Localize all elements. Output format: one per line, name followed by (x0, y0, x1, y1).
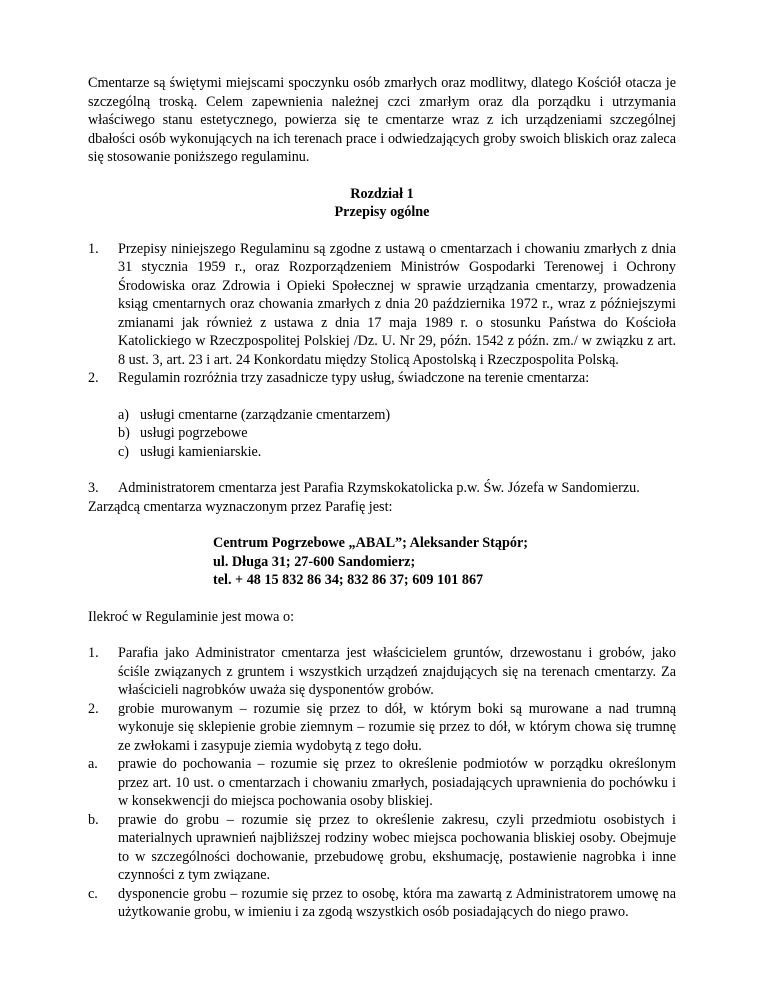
list-item-text: usługi pogrzebowe (140, 425, 248, 441)
list-item-text: Parafia jako Administrator cmentarza jest właścicielem gruntów, drzewostanu i grobów, jako ściśle związanych z gruntem i wszystkich urządzeń znajdujących się na terenach cmentarzy. Za właścicieli nagrobków uważa się dysponentów grobów. (118, 645, 676, 698)
list-item (118, 443, 676, 462)
list-item (88, 755, 676, 811)
service-types-list (118, 406, 676, 462)
list-item-marker: 2. (88, 700, 99, 717)
general-provisions-list (88, 240, 676, 388)
definitions-list (88, 644, 676, 922)
list-item-text: prawie do grobu – rozumie się przez to określenie zakresu, czyli przedmiotu osobistych i materialnych uprawnień najbliższej rodziny wobec miejsca pochowania bliskiej osoby. Obejmuje to w szczególności dochowanie, przebudowę grobu, ekshumację, postawienie nagrobka i inne czynności z tym związane. (118, 811, 676, 883)
list-item (88, 885, 676, 922)
list-item-text: Administratorem cmentarza jest Parafia Rzymskokatolicka p.w. Św. Józefa w Sandomierzu. (118, 480, 640, 496)
list-item (88, 369, 676, 388)
list-item-marker: 1. (88, 645, 99, 661)
manager-intro: Zarządcą cmentarza wyznaczonym przez Parafię jest: (88, 498, 393, 515)
intro-paragraph: Cmentarze są świętymi miejscami spoczynku osób zmarłych oraz modlitwy, dlatego Kościół otacza je szczególną troską. Celem zapewnienia należnej czci zmarłym oraz dla porządku i utrzymania właściwego stanu estetycznego, powierza się te cmentarze wraz z ich urządzeniami szczególnej dbałości osób wykonujących na ich terenach prace i odwiedzających groby swoich bliskich oraz zaleca się stosowanie poniższego regulaminu. (88, 75, 676, 165)
chapter-subtitle: Przepisy ogólne (334, 204, 430, 220)
manager-name: Centrum Pogrzebowe „ABAL”; Aleksander Stąpór; (213, 535, 528, 551)
list-item-marker: 1. (88, 240, 99, 257)
list-item-marker: 3. (88, 480, 99, 496)
chapter-heading (88, 185, 676, 222)
list-item (88, 479, 676, 498)
manager-address-block (213, 534, 676, 590)
list-item (118, 406, 676, 425)
document-page (88, 74, 676, 922)
list-item-text: usługi cmentarne (zarządzanie cmentarzem) (140, 406, 391, 423)
administrator-list (88, 479, 676, 498)
definitions-intro: Ilekroć w Regulaminie jest mowa o: (88, 608, 295, 625)
list-item (118, 424, 676, 443)
manager-phone: tel. + 48 15 832 86 34; 832 86 37; 609 101 867 (213, 572, 484, 588)
manager-street: ul. Długa 31; 27-600 Sandomierz; (213, 553, 416, 570)
list-item-marker: c. (88, 885, 98, 902)
list-item-marker: 2. (88, 370, 99, 386)
list-item (88, 240, 676, 370)
chapter-title: Rozdział 1 (350, 185, 414, 202)
list-item (88, 811, 676, 885)
list-item (88, 644, 676, 700)
list-item-text: dysponencie grobu – rozumie się przez to osobę, która ma zawartą z Administratorem umowę na użytkowanie grobu, w imieniu i za zgodą wszystkich osób posiadających do niego prawo. (118, 885, 676, 920)
list-item-text: usługi kamieniarskie. (140, 443, 262, 460)
list-item-marker: a) (118, 406, 130, 423)
list-item-text: Regulamin rozróżnia trzy zasadnicze typy usług, świadczone na terenie cmentarza: (118, 370, 590, 386)
list-item-text: Przepisy niniejszego Regulaminu są zgodne z ustawą o cmentarzach i chowaniu zmarłych z dnia 31 stycznia 1959 r., oraz Rozporządzeniem Ministrów Gospodarki Terenowej i Ochrony Środowiska oraz Zdrowia i Opieki Społecznej w sprawie urządzania cmentarzy, prowadzenia ksiąg cmentarnych oraz chowania zmarłych z dnia 20 października 1972 r., wraz z późniejszymi zmianami jak również z ustawa z dnia 17 maja 1989 r. o stosunku Państwa do Kościoła Katolickiego w Rzeczpospolitej Polskiej /Dz. U. Nr 29, późn. 1542 z późn. zm./ w związku z art. 8 ust. 3, art. 23 i art. 24 Konkordatu między Stolicą Apostolską i Rzeczpospolita Polską. (118, 240, 676, 368)
list-item-text: grobie murowanym – rozumie się przez to dół, w którym boki są murowane a nad trumną wykonuje się sklepienie grobie ziemnym – rozumie się przez to dół, w którym chowa się trumnę ze zwłokami i zasypuje ziemia wydobytą z tego dołu. (118, 700, 676, 754)
list-item-text: prawie do pochowania – rozumie się przez to określenie podmiotów w porządku określonym przez art. 10 ust. o cmentarzach i chowaniu zmarłych, posiadających uprawnienia do pochówku i w konsekwencji do miejsca pochowania osoby bliskiej. (118, 756, 676, 809)
list-item-marker: b. (88, 811, 99, 828)
list-item-marker: a. (88, 756, 98, 772)
list-item (88, 700, 676, 756)
list-item-marker: c) (118, 443, 130, 460)
list-item-marker: b) (118, 425, 130, 441)
